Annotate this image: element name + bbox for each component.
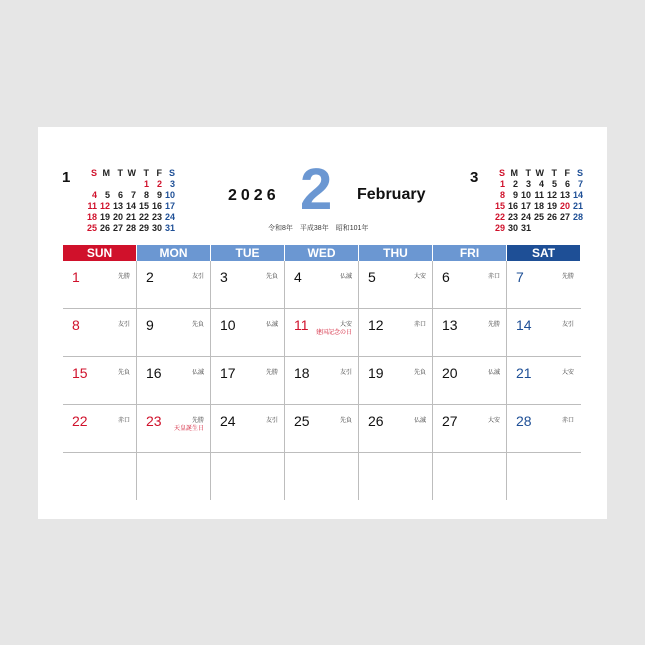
era-showa: 昭和101年 — [335, 225, 369, 232]
rokuyo-label: 友引 — [339, 370, 352, 376]
mini-date — [110, 179, 123, 190]
day-cell — [433, 357, 507, 404]
mini-week-row — [84, 212, 175, 223]
day-cell — [359, 405, 433, 452]
month-grid — [63, 245, 581, 500]
day-number: 3 — [220, 269, 228, 285]
mini-date: 24 — [520, 212, 531, 222]
mini-date: 30 — [151, 223, 162, 233]
mini-date: 10 — [520, 190, 531, 200]
day-number: 12 — [368, 317, 384, 333]
mini-month-label: 3 — [470, 169, 479, 186]
rokuyo-label: 仏滅 — [413, 418, 426, 424]
day-cell — [359, 357, 433, 404]
rokuyo-label: 友引 — [265, 418, 278, 424]
rokuyo-label: 大安 — [561, 370, 574, 376]
day-cell — [211, 453, 285, 500]
mini-date: 22 — [494, 212, 505, 222]
day-cell — [211, 405, 285, 452]
mini-week-row — [492, 212, 583, 223]
mini-date: 23 — [507, 212, 518, 222]
day-cell — [285, 357, 359, 404]
rokuyo-label: 先勝 — [117, 274, 130, 280]
day-number: 10 — [220, 317, 236, 333]
mini-date: 7 — [577, 179, 583, 189]
week-row — [63, 405, 581, 453]
day-cell — [359, 453, 433, 500]
mini-date: 28 — [125, 223, 136, 233]
mini-date: 27 — [559, 212, 570, 222]
mini-date — [557, 223, 570, 234]
day-number: 22 — [72, 413, 88, 429]
day-number: 24 — [220, 413, 236, 429]
mini-date: 17 — [164, 201, 175, 211]
mini-date: 29 — [138, 223, 149, 233]
day-cell — [285, 261, 359, 308]
rokuyo-label: 先勝 — [265, 370, 278, 376]
day-cell — [285, 405, 359, 452]
day-cell — [433, 309, 507, 356]
mini-weekday: T — [117, 168, 123, 178]
day-number: 8 — [72, 317, 80, 333]
mini-date: 26 — [546, 212, 557, 222]
rokuyo-label: 友引 — [117, 322, 130, 328]
day-cell — [507, 261, 580, 308]
mini-date: 30 — [507, 223, 518, 233]
day-number: 13 — [442, 317, 458, 333]
mini-weekday: T — [525, 168, 531, 178]
mini-date: 27 — [112, 223, 123, 233]
mini-date — [97, 179, 110, 190]
day-number: 6 — [442, 269, 450, 285]
mini-date: 20 — [112, 212, 123, 222]
mini-weekday-row — [84, 168, 175, 179]
mini-date: 16 — [507, 201, 518, 211]
mini-date: 6 — [564, 179, 570, 189]
rokuyo-label: 先勝 — [191, 418, 204, 424]
rokuyo-label: 赤口 — [561, 418, 574, 424]
rokuyo-label: 先負 — [339, 418, 352, 424]
day-cell — [285, 453, 359, 500]
era-reiwa: 令和8年 — [268, 225, 293, 232]
rokuyo-label: 友引 — [561, 322, 574, 328]
day-cell — [137, 309, 211, 356]
mini-date: 15 — [138, 201, 149, 211]
mini-date: 1 — [143, 179, 149, 189]
rokuyo-label: 大安 — [339, 322, 352, 328]
mini-date: 19 — [99, 212, 110, 222]
mini-date: 29 — [494, 223, 505, 233]
mini-date: 14 — [125, 201, 136, 211]
mini-date: 1 — [499, 179, 505, 189]
mini-date: 6 — [117, 190, 123, 200]
mini-date — [570, 223, 583, 234]
mini-date: 5 — [104, 190, 110, 200]
mini-date: 31 — [520, 223, 531, 233]
weekday-header-sun: SUN — [63, 245, 136, 261]
day-number: 19 — [368, 365, 384, 381]
mini-calendar-grid — [492, 168, 583, 234]
mini-weekday: S — [90, 168, 97, 178]
mini-date: 10 — [164, 190, 175, 200]
day-cell — [211, 261, 285, 308]
day-number: 20 — [442, 365, 458, 381]
mini-weekday-row — [492, 168, 583, 179]
day-number: 16 — [146, 365, 162, 381]
rokuyo-label: 仏滅 — [487, 370, 500, 376]
calendar-page — [38, 127, 607, 519]
week-row — [63, 357, 581, 405]
mini-date: 26 — [99, 223, 110, 233]
mini-week-row — [492, 179, 583, 190]
day-number: 23 — [146, 413, 162, 429]
mini-date: 14 — [572, 190, 583, 200]
day-cell — [63, 309, 137, 356]
day-number: 5 — [368, 269, 376, 285]
mini-date: 21 — [125, 212, 136, 222]
day-cell — [211, 309, 285, 356]
mini-date: 8 — [499, 190, 505, 200]
mini-date: 23 — [151, 212, 162, 222]
day-number: 18 — [294, 365, 310, 381]
day-cell — [285, 309, 359, 356]
mini-date — [544, 223, 557, 234]
day-number: 4 — [294, 269, 302, 285]
rokuyo-label: 先負 — [265, 274, 278, 280]
weekday-header-sat: SAT — [507, 245, 580, 261]
day-cell — [507, 405, 580, 452]
day-number: 11 — [294, 317, 309, 333]
day-cell — [63, 357, 137, 404]
weekday-header-wed: WED — [285, 245, 358, 261]
mini-week-row — [84, 201, 175, 212]
rokuyo-label: 友引 — [191, 274, 204, 280]
mini-date: 4 — [91, 190, 97, 200]
mini-month-label: 1 — [62, 169, 71, 186]
day-number: 26 — [368, 413, 384, 429]
mini-date: 7 — [130, 190, 136, 200]
holiday-name: 建国記念の日 — [315, 330, 352, 336]
weekday-header-mon: MON — [137, 245, 210, 261]
mini-date: 20 — [559, 201, 570, 211]
day-cell — [359, 261, 433, 308]
mini-date: 9 — [156, 190, 162, 200]
day-cell — [63, 261, 137, 308]
mini-date: 2 — [512, 179, 518, 189]
day-cell — [63, 453, 137, 500]
year-label: 2026 — [228, 187, 280, 204]
mini-weekday: M — [510, 168, 518, 178]
weekday-header-tue: TUE — [211, 245, 284, 261]
day-number: 17 — [220, 365, 236, 381]
rokuyo-label: 赤口 — [117, 418, 130, 424]
day-number: 25 — [294, 413, 310, 429]
mini-date: 11 — [87, 201, 97, 211]
mini-date: 18 — [533, 201, 544, 211]
day-cell — [507, 453, 580, 500]
mini-date: 24 — [164, 212, 175, 222]
mini-date: 22 — [138, 212, 149, 222]
mini-calendar-grid — [84, 168, 175, 234]
weekday-header-thu: THU — [359, 245, 432, 261]
rokuyo-label: 先負 — [117, 370, 130, 376]
mini-date — [123, 179, 136, 190]
mini-date: 16 — [151, 201, 162, 211]
month-number: 2 — [300, 157, 333, 222]
mini-date: 2 — [156, 179, 162, 189]
mini-weekday: T — [143, 168, 149, 178]
mini-date: 25 — [86, 223, 97, 233]
day-number: 14 — [516, 317, 532, 333]
mini-weekday: S — [576, 168, 583, 178]
mini-date: 19 — [546, 201, 557, 211]
mini-weekday: T — [551, 168, 557, 178]
mini-week-row — [84, 223, 175, 234]
day-number: 2 — [146, 269, 154, 285]
rokuyo-label: 先勝 — [561, 274, 574, 280]
era-years — [268, 223, 368, 233]
day-cell — [359, 309, 433, 356]
day-number: 15 — [72, 365, 88, 381]
day-cell — [137, 261, 211, 308]
mini-week-row — [84, 179, 175, 190]
mini-week-row — [492, 223, 583, 234]
holiday-name: 天皇誕生日 — [173, 426, 204, 432]
mini-weekday: W — [127, 168, 136, 178]
weeks-container — [63, 261, 581, 500]
mini-week-row — [84, 190, 175, 201]
rokuyo-label: 仏滅 — [191, 370, 204, 376]
rokuyo-label: 赤口 — [487, 274, 500, 280]
week-row — [63, 453, 581, 500]
rokuyo-label: 仏滅 — [339, 274, 352, 280]
mini-date: 8 — [143, 190, 149, 200]
mini-date: 3 — [525, 179, 531, 189]
mini-date: 11 — [534, 190, 544, 200]
mini-date — [531, 223, 544, 234]
day-cell — [63, 405, 137, 452]
mini-weekday: F — [564, 168, 570, 178]
day-number: 9 — [146, 317, 154, 333]
rokuyo-label: 大安 — [413, 274, 426, 280]
day-cell — [137, 405, 211, 452]
rokuyo-label: 赤口 — [413, 322, 426, 328]
mini-weekday: F — [156, 168, 162, 178]
rokuyo-label: 大安 — [487, 418, 500, 424]
mini-week-row — [492, 201, 583, 212]
rokuyo-label: 仏滅 — [265, 322, 278, 328]
mini-date: 15 — [494, 201, 505, 211]
mini-date — [84, 179, 97, 190]
mini-date: 12 — [546, 190, 557, 200]
rokuyo-label: 先勝 — [487, 322, 500, 328]
week-row — [63, 309, 581, 357]
day-cell — [137, 453, 211, 500]
mini-date: 3 — [169, 179, 175, 189]
mini-date: 21 — [572, 201, 583, 211]
day-cell — [433, 405, 507, 452]
weekday-header-fri: FRI — [433, 245, 506, 261]
day-cell — [433, 261, 507, 308]
mini-date: 5 — [551, 179, 557, 189]
mini-date: 12 — [99, 201, 110, 211]
week-row — [63, 261, 581, 309]
day-cell — [507, 309, 580, 356]
mini-weekday: S — [498, 168, 505, 178]
mini-date: 18 — [86, 212, 97, 222]
day-number: 1 — [72, 269, 80, 285]
mini-date: 13 — [112, 201, 123, 211]
era-heisei: 平成38年 — [299, 225, 329, 232]
mini-date: 4 — [538, 179, 544, 189]
rokuyo-label: 先負 — [413, 370, 426, 376]
day-cell — [433, 453, 507, 500]
day-number: 28 — [516, 413, 532, 429]
mini-weekday: M — [102, 168, 110, 178]
mini-date: 31 — [164, 223, 175, 233]
day-cell — [137, 357, 211, 404]
mini-weekday: W — [535, 168, 544, 178]
mini-date: 9 — [512, 190, 518, 200]
day-cell — [507, 357, 580, 404]
month-name: February — [357, 186, 426, 203]
mini-date: 25 — [533, 212, 544, 222]
day-cell — [211, 357, 285, 404]
day-number: 7 — [516, 269, 524, 285]
day-number: 21 — [516, 365, 532, 381]
mini-week-row — [492, 190, 583, 201]
mini-date: 28 — [572, 212, 583, 222]
day-number: 27 — [442, 413, 458, 429]
rokuyo-label: 先負 — [191, 322, 204, 328]
weekday-header-row — [63, 245, 581, 261]
mini-weekday: S — [168, 168, 175, 178]
mini-date: 17 — [520, 201, 531, 211]
mini-date: 13 — [559, 190, 570, 200]
